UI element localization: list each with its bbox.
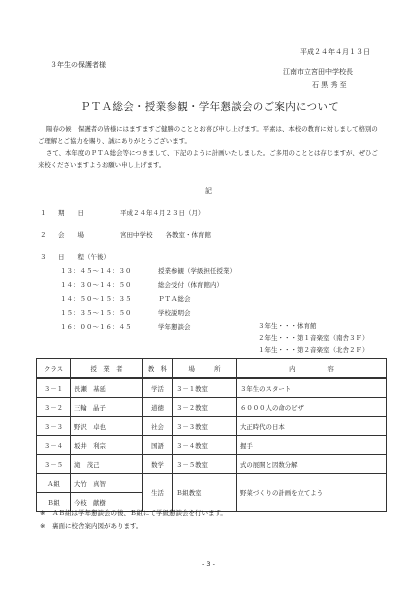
document-title: ＰＴＡ総会・授業参観・学年懇談会のご案内について xyxy=(80,101,339,113)
table-row xyxy=(37,436,387,455)
cell-subject: 国語 xyxy=(143,436,173,455)
schedule-event: ＰＴＡ総会 xyxy=(158,295,191,303)
invitation-paragraph: さて、本年度のＰＴＡ総会等につきまして、下記のように計画いたしました。ご多用のこととは存じますが、ぜひご来校くださいますようお願い申し上げます。 xyxy=(38,149,378,169)
document-date: 平成２４年４月１３日 xyxy=(300,48,370,56)
table-row xyxy=(37,378,387,398)
header-content: 内 容 xyxy=(237,359,387,379)
cell-teacher: 三輪 晶子 xyxy=(71,398,143,417)
cell-class: ３－４ xyxy=(37,436,71,455)
venue-grade2: ２年生・・・第１音楽室（南舎３Ｆ） xyxy=(258,334,369,342)
detail-num-venue: ２ xyxy=(40,231,47,239)
note-line: ※ 裏面に校舎案内図があります。 xyxy=(40,522,143,530)
table-row xyxy=(37,398,387,417)
greeting-paragraph: 陽春の候 保護者の皆様にはますますご健勝のこととお喜び申し上げます。平素は、本校の教育に対しまして格別のご理解とご協力を賜り、誠にありがとうございます。 xyxy=(38,125,378,145)
detail-num-date: １ xyxy=(40,209,47,217)
schedule-time: １４：３０～１４：５０ xyxy=(60,281,132,289)
detail-label-date: 期 日 xyxy=(58,209,84,217)
detail-label-venue: 会 場 xyxy=(58,231,84,239)
detail-value-venue: 宮田中学校 各教室・体育館 xyxy=(120,231,211,239)
cell-teacher: 坂井 利宗 xyxy=(71,436,143,455)
cell-subject: 学活 xyxy=(143,378,173,398)
cell-content: ６０００人の命のビザ xyxy=(237,398,387,417)
header-teacher: 授 業 者 xyxy=(71,359,143,379)
table-row xyxy=(37,455,387,474)
school-name: 江南市立宮田中学校長 xyxy=(283,68,353,76)
detail-label-schedule: 日 程（午後） xyxy=(58,253,110,261)
cell-content: 野菜づくりの計画を立てよう xyxy=(237,474,387,512)
header-class: クラス xyxy=(37,359,71,379)
schedule-event: 授業参観（学級担任授業） xyxy=(158,267,236,275)
detail-num-schedule: ３ xyxy=(40,253,47,261)
cell-subject: 社会 xyxy=(143,417,173,436)
table-row xyxy=(37,417,387,436)
cell-subject: 生活 xyxy=(143,474,173,512)
table-row xyxy=(37,474,387,493)
cell-place: ３－３教室 xyxy=(173,417,237,436)
note-line: ※ ＡＢ組は学年懇談会の後、Ｂ組にて学級懇談会を行います。 xyxy=(40,509,227,517)
page-number: - 3 - xyxy=(202,560,215,568)
cell-place: ３－５教室 xyxy=(173,455,237,474)
schedule-time: １６：００～１６：４５ xyxy=(60,323,132,331)
class-schedule-table xyxy=(36,358,387,512)
cell-content: 握手 xyxy=(237,436,387,455)
venue-grade3: ３年生・・・体育館 xyxy=(258,322,317,330)
cell-content: 式の展開と因数分解 xyxy=(237,455,387,474)
schedule-time: １５：３５～１５：５０ xyxy=(60,309,132,317)
cell-place: ３－４教室 xyxy=(173,436,237,455)
cell-content: 大正時代の日本 xyxy=(237,417,387,436)
cell-teacher: 今枝 献樹 xyxy=(71,493,143,512)
cell-subject: 数学 xyxy=(143,455,173,474)
cell-teacher: 長瀬 基延 xyxy=(71,378,143,398)
recipient: ３年生の保護者様 xyxy=(50,61,106,69)
cell-teacher: 大竹 真智 xyxy=(71,474,143,493)
cell-class: ３－３ xyxy=(37,417,71,436)
table-header-row xyxy=(37,359,387,379)
cell-place: ３－２教室 xyxy=(173,398,237,417)
header-place: 場 所 xyxy=(173,359,237,379)
cell-teacher: 野沢 卓也 xyxy=(71,417,143,436)
header-subject: 教 科 xyxy=(143,359,173,379)
schedule-time: １３：４５～１４：３０ xyxy=(60,267,132,275)
cell-class: ３－１ xyxy=(37,378,71,398)
cell-place: Ｂ組教室 xyxy=(173,474,237,512)
cell-teacher: 滝 茂己 xyxy=(71,455,143,474)
cell-class: Ｂ組 xyxy=(37,493,71,512)
schedule-event: 学年懇談会 xyxy=(158,323,191,331)
schedule-event: 学校説明会 xyxy=(158,309,191,317)
schedule-event: 総会受付（体育館内） xyxy=(158,281,223,289)
cell-subject: 道徳 xyxy=(143,398,173,417)
ki-marker: 記 xyxy=(205,187,212,195)
schedule-time: １４：５０～１５：３５ xyxy=(60,295,132,303)
principal-name: 石 黒 秀 至 xyxy=(312,81,347,89)
cell-class: ３－２ xyxy=(37,398,71,417)
cell-class: ３－５ xyxy=(37,455,71,474)
detail-value-date: 平成２４年４月２３日（月） xyxy=(120,209,205,217)
cell-content: ３年生のスタート xyxy=(237,378,387,398)
venue-grade1: １年生・・・第２音楽室（北舎２Ｆ） xyxy=(258,346,369,354)
cell-class: Ａ組 xyxy=(37,474,71,493)
cell-place: ３－１教室 xyxy=(173,378,237,398)
